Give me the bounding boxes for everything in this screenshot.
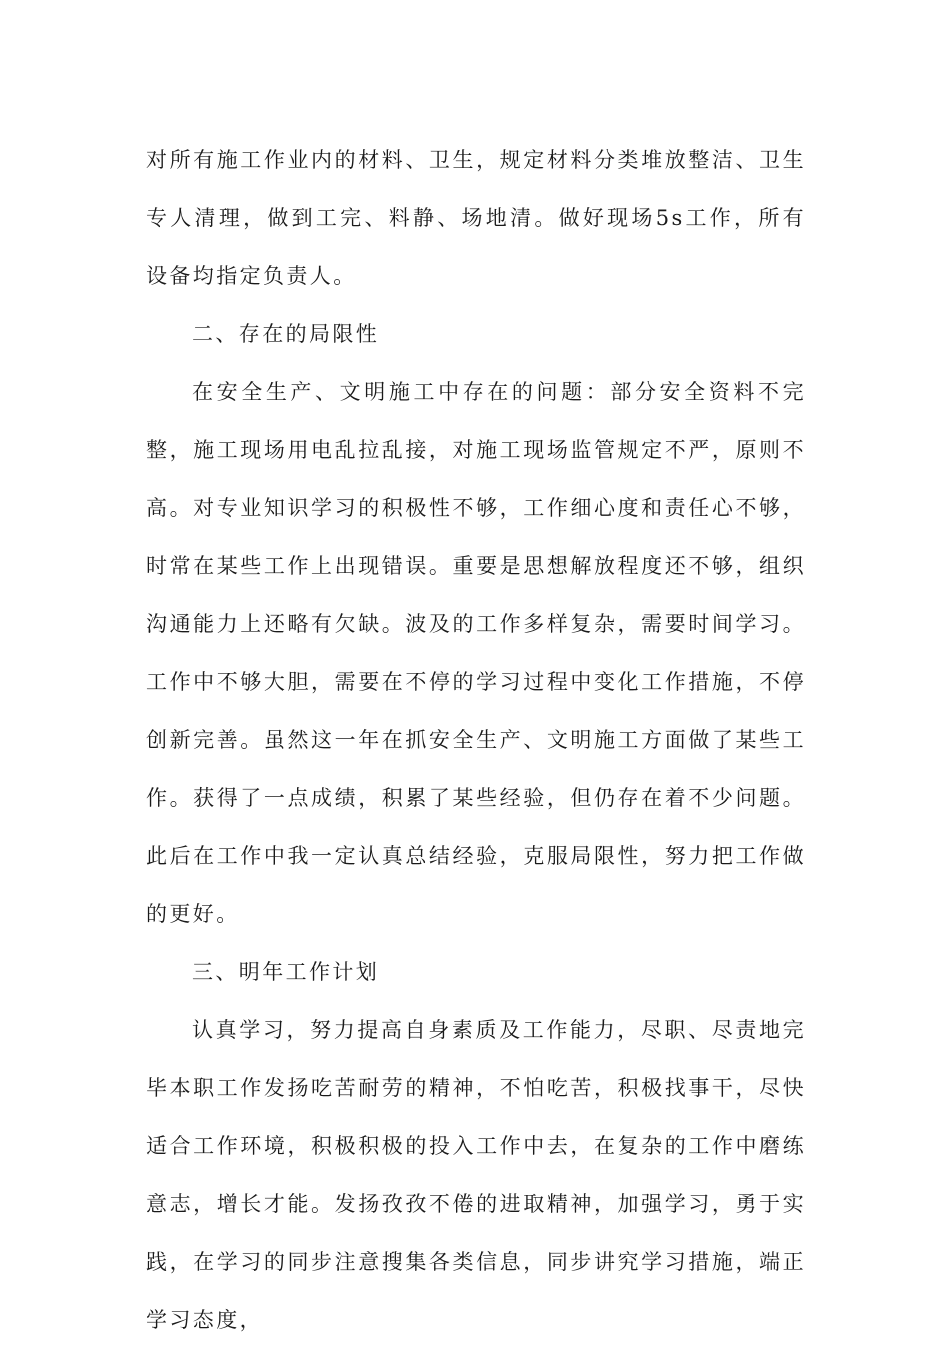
section-heading-limitations: 二、存在的局限性	[192, 322, 380, 346]
paragraph-next-year-plan: 认真学习，努力提高自身素质及工作能力，尽职、尽责地完毕本职工作发扬吃苦耐劳的精神，不怕吃苦，积极找事干，尽快适合工作环境，积极积极的投入工作中去，在复杂的工作中磨练意志，增长才能。发扬孜孜不倦的进取精神，加强学习，勇于实践，在学习的同步注意搜集各类信息，同步讲究学习措施，端正学习态度，	[146, 1018, 806, 1332]
paragraph-limitations: 在安全生产、文明施工中存在的问题：部分安全资料不完整，施工现场用电乱拉乱接，对施工现场监管规定不严，原则不高。对专业知识学习的积极性不够，工作细心度和责任心不够，时常在某些工作上出现错误。重要是思想解放程度还不够，组织沟通能力上还略有欠缺。波及的工作多样复杂，需要时间学习。工作中不够大胆，需要在不停的学习过程中变化工作措施，不停创新完善。虽然这一年在抓安全生产、文明施工方面做了某些工作。获得了一点成绩，积累了某些经验，但仍存在着不少问题。此后在工作中我一定认真总结经验，克服局限性，努力把工作做的更好。	[146, 380, 806, 926]
document-body	[146, 131, 806, 1349]
paragraph-material-hygiene: 对所有施工作业内的材料、卫生，规定材料分类堆放整洁、卫生专人清理，做到工完、料静、场地清。做好现场5s工作，所有设备均指定负责人。	[146, 148, 806, 288]
section-heading-next-year-plan: 三、明年工作计划	[192, 960, 380, 984]
